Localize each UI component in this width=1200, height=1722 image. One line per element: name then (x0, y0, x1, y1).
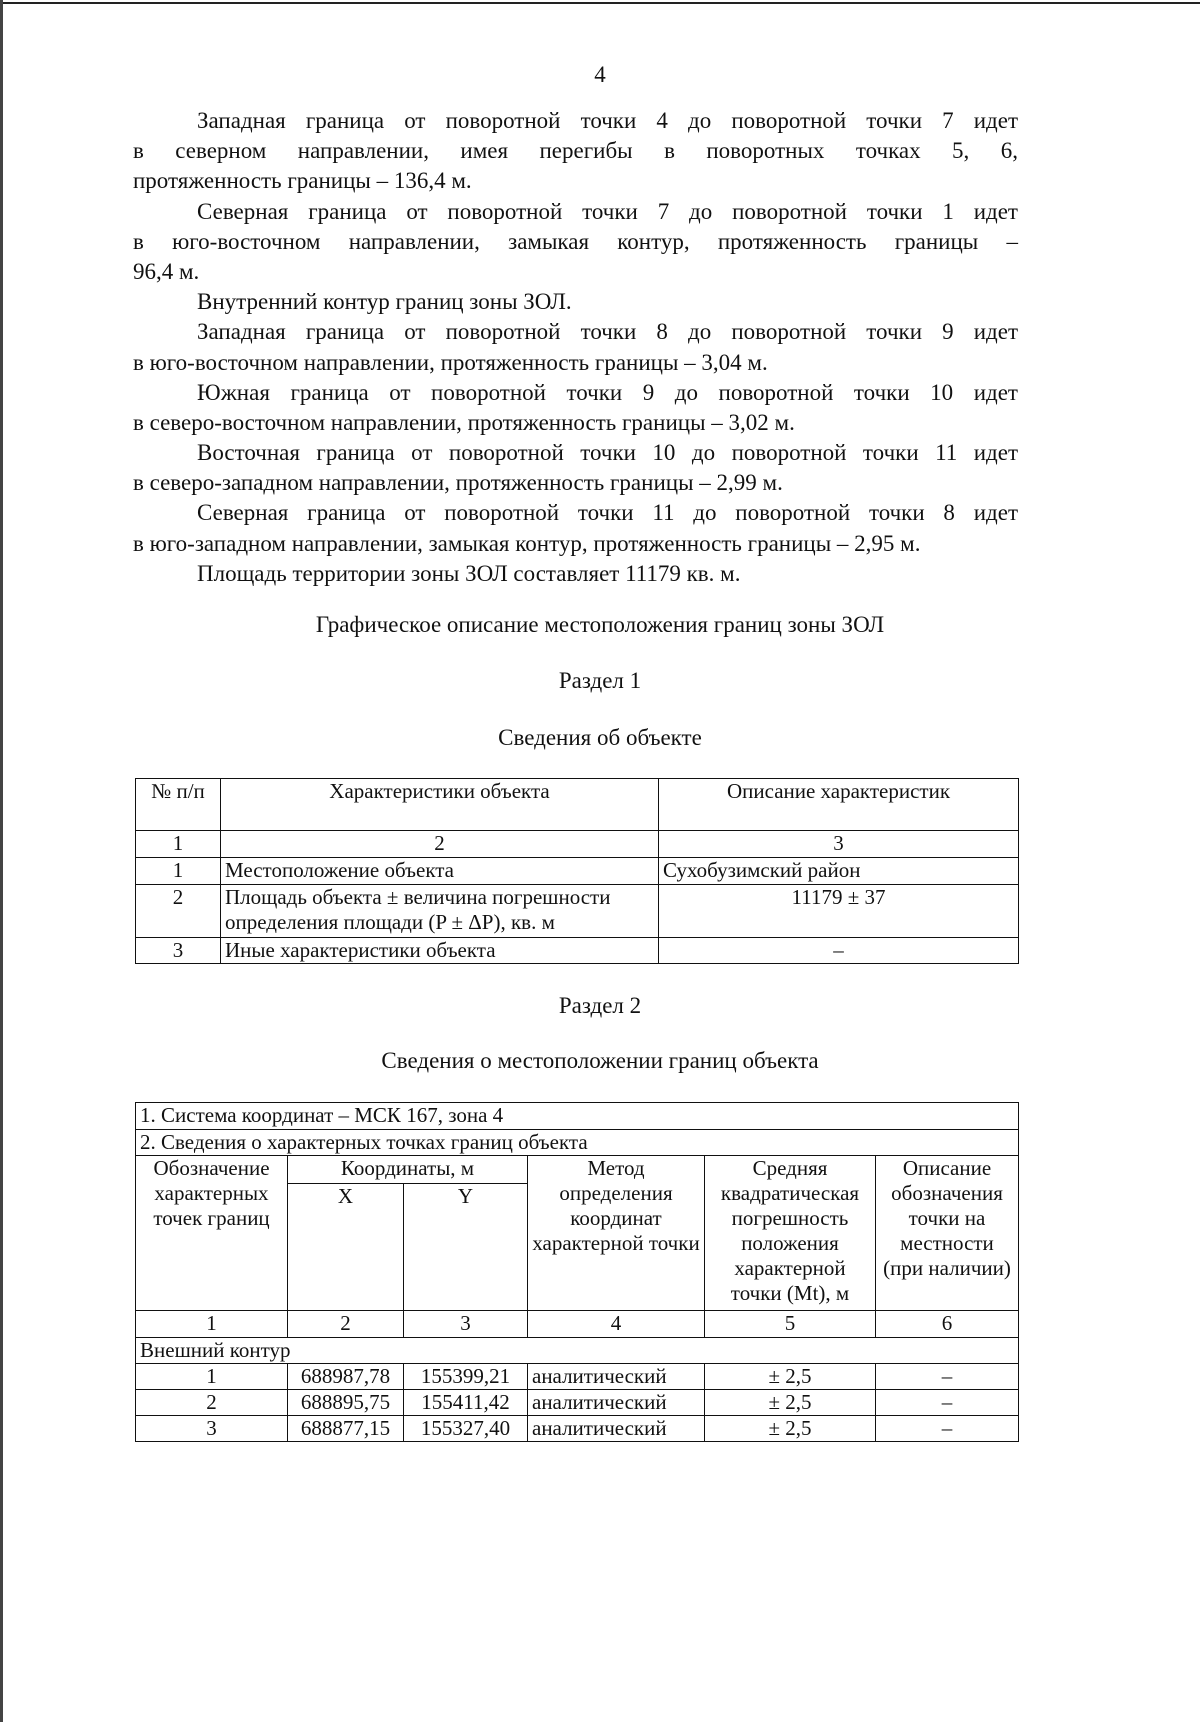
mean-error: ± 2,5 (705, 1416, 876, 1442)
mean-error: ± 2,5 (705, 1364, 876, 1390)
header-point-description: Описание обозначения точки на местности (при наличии) (876, 1156, 1019, 1311)
heading-object-info: Сведения об объекте (498, 725, 702, 750)
coord-x: 688877,15 (288, 1416, 404, 1442)
object-info-table (135, 778, 1019, 964)
point-description: – (876, 1416, 1019, 1442)
paragraph-line: Южная граница от поворотной точки 9 до поворотной точки 10 идет (197, 379, 1018, 405)
characteristic: Иные характеристики объекта (221, 938, 659, 964)
characteristic-value: Сухобузимский район (659, 858, 1019, 885)
coord-x: 688987,78 (288, 1364, 404, 1390)
heading-graphic-description: Графическое описание местоположения границ зоны ЗОЛ (315, 612, 885, 637)
characteristic: Местоположение объекта (221, 858, 659, 885)
characteristic-value: 11179 ± 37 (659, 885, 1019, 938)
header-y: Y (404, 1184, 528, 1311)
coordinate-system: 1. Система координат – МСК 167, зона 4 (136, 1103, 1019, 1130)
point-id: 1 (136, 1364, 288, 1390)
paragraph-line: Западная граница от поворотной точки 8 до поворотной точки 9 идет (197, 319, 1018, 345)
header-coordinates: Координаты, м (288, 1156, 528, 1184)
column-number-row (136, 1311, 1019, 1338)
col-number: 3 (659, 831, 1019, 858)
heading-boundaries: Сведения о местоположении границ объекта (381, 1048, 819, 1073)
point-description: – (876, 1390, 1019, 1416)
col-number: 2 (288, 1311, 404, 1338)
header-method: Метод определения координат характерной точки (528, 1156, 705, 1311)
method: аналитический (528, 1416, 705, 1442)
table-row (136, 1416, 1019, 1442)
paragraph-line: в юго-восточном направлении, протяженность границы – 3,04 м. (133, 349, 768, 375)
col-number: 6 (876, 1311, 1019, 1338)
mean-error: ± 2,5 (705, 1390, 876, 1416)
point-description: – (876, 1364, 1019, 1390)
page-number: 4 (594, 62, 606, 87)
coord-y: 155327,40 (404, 1416, 528, 1442)
paragraph-line: в северном направлении, имея перегибы в поворотных точках 5, 6, (133, 138, 1018, 164)
coord-y: 155399,21 (404, 1364, 528, 1390)
header-x: X (288, 1184, 404, 1311)
table-row (136, 1390, 1019, 1416)
col-number: 1 (136, 1311, 288, 1338)
coord-x: 688895,75 (288, 1390, 404, 1416)
paragraph-line: Внутренний контур границ зоны ЗОЛ. (197, 289, 572, 315)
paragraph-line: 96,4 м. (133, 258, 200, 284)
scan-top-border (0, 2, 1200, 4)
point-id: 3 (136, 1416, 288, 1442)
coord-y: 155411,42 (404, 1390, 528, 1416)
characteristic-value: – (659, 938, 1019, 964)
col-number: 4 (528, 1311, 705, 1338)
row-number: 2 (136, 885, 221, 938)
boundary-points-table (135, 1102, 1019, 1442)
paragraph-line: протяженность границы – 136,4 м. (133, 168, 472, 194)
paragraph-line: в северо-восточном направлении, протяженность границы – 3,02 м. (133, 409, 795, 435)
header-error: Средняя квадратическая погрешность положения характерной точки (Mt), м (705, 1156, 876, 1311)
row-number: 3 (136, 938, 221, 964)
table-row (136, 938, 1019, 964)
body-text (133, 106, 1018, 589)
column-number-row (136, 831, 1019, 858)
paragraph-line: Западная граница от поворотной точки 4 до поворотной точки 7 идет (197, 108, 1018, 133)
paragraph-line: в юго-восточном направлении, замыкая контур, протяженность границы – (133, 228, 1018, 254)
col-number: 3 (404, 1311, 528, 1338)
table-header-row (136, 779, 1019, 831)
points-title: 2. Сведения о характерных точках границ объекта (136, 1130, 1019, 1156)
header-characteristics: Характеристики объекта (221, 779, 659, 831)
scan-left-edge (0, 0, 3, 1722)
header-designation: Обозначение характерных точек границ (136, 1156, 288, 1311)
outer-contour-label: Внешний контур (136, 1338, 1019, 1364)
paragraph-line: в северо-западном направлении, протяженность границы – 2,99 м. (133, 470, 783, 496)
header-number: № п/п (136, 779, 221, 831)
method: аналитический (528, 1390, 705, 1416)
col-number: 5 (705, 1311, 876, 1338)
point-id: 2 (136, 1390, 288, 1416)
table-row (136, 858, 1019, 885)
heading-section-1: Раздел 1 (558, 668, 642, 693)
paragraph-line: Северная граница от поворотной точки 11 до поворотной точки 8 идет (197, 500, 1018, 526)
method: аналитический (528, 1364, 705, 1390)
table-row (136, 885, 1019, 938)
row-number: 1 (136, 858, 221, 885)
paragraph-line: Северная граница от поворотной точки 7 до поворотной точки 1 идет (197, 198, 1018, 224)
header-description: Описание характеристик (659, 779, 1019, 831)
paragraph-line: Площадь территории зоны ЗОЛ составляет 11179 кв. м. (197, 560, 741, 586)
characteristic: Площадь объекта ± величина погрешности определения площади (P ± ΔP), кв. м (221, 885, 659, 938)
heading-section-2: Раздел 2 (558, 993, 642, 1018)
paragraph-line: Восточная граница от поворотной точки 10 до поворотной точки 11 идет (197, 440, 1018, 466)
col-number: 1 (136, 831, 221, 858)
table-row (136, 1364, 1019, 1390)
col-number: 2 (221, 831, 659, 858)
paragraph-line: в юго-западном направлении, замыкая контур, протяженность границы – 2,95 м. (133, 530, 921, 556)
